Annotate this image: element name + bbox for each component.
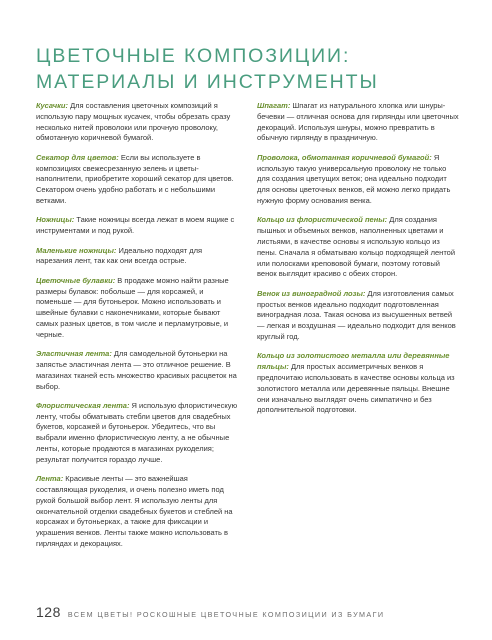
entry-floral-tape xyxy=(36,401,240,466)
entry-term: Цветочные булавки: xyxy=(36,275,116,285)
entry-nozhnitsy xyxy=(36,215,240,237)
entry-text: В продаже можно найти разные размеры булавок: побольше — для корсажей, и поменьше — для бутоньерок. Можно использовать и швейные булавки с наконечниками, которые бывают самых разных цветов, в том числе и перламутровые, и черные. xyxy=(36,275,229,339)
entry-foam-ring xyxy=(257,215,461,280)
entry-text: Для изготовления самых простых венков идеально подходит подготовленная виноградная лоза. Такая основа из высушенных ветвей — легкая и воздушная — идеально подходит для венков круглый год. xyxy=(257,288,456,341)
entry-elastic-ribbon xyxy=(36,349,240,392)
entry-twine xyxy=(257,101,461,144)
entry-text: Если вы используете в композициях свежесрезанную зелень и цветы-наполнители, приобретите хороший секатор для цветов. Секатором очень удобно работать и с небольшими ветками. xyxy=(36,152,234,205)
entry-term: Ножницы: xyxy=(36,215,75,225)
entry-text: Шпагат из натурального хлопка или шнуры-бечевки — отличная основа для гирлянды или цветочных декораций. Используя шнуры, можно превратить в обычную гирлянду в праздничную. xyxy=(257,101,459,143)
running-title: ВСЕМ ЦВЕТЫ! РОСКОШНЫЕ ЦВЕТОЧНЫЕ КОМПОЗИЦИИ ИЗ БУМАГИ xyxy=(67,610,385,619)
entry-term: Кольцо из золотистого металла или деревянные пяльцы: xyxy=(257,351,450,372)
entry-text: Для создания пышных и объемных венков, наполненных цветами и листьями, в качестве основы я использую кольцо из пены. Сначала я обматываю кольцо подходящей лентой или полосками крепововой бумаги, поэтому готовый венок выглядит красиво с обеих сторон. xyxy=(257,215,456,279)
entry-term: Венок из виноградной лозы: xyxy=(257,288,366,298)
page-number: 128 xyxy=(36,604,61,620)
entry-grapevine-wreath xyxy=(257,289,461,343)
entry-sekator xyxy=(36,153,240,207)
entry-term: Кольцо из флористической пены: xyxy=(257,215,388,225)
entry-text: Для простых ассиметричных венков я предпочитаю использовать в качестве основы кольца из золотистого металла или деревянные пяльцы. Внешне они изначально выглядят очень симпатично и без дополнительной подготовки. xyxy=(257,362,455,415)
entry-text: Идеально подходят для нарезания лент, так как они всегда острые. xyxy=(36,245,203,266)
entry-metal-ring xyxy=(257,351,461,416)
entry-term: Шпагат: xyxy=(257,101,291,110)
entry-small-scissors xyxy=(36,246,240,268)
entry-flower-pins xyxy=(36,276,240,341)
entry-paper-wire xyxy=(257,153,461,207)
entry-term: Флористическая лента: xyxy=(36,400,130,410)
left-column xyxy=(36,101,240,558)
entry-term: Секатор для цветов: xyxy=(36,152,119,162)
entry-text: Красивые ленты — это важнейшая составляющая рукоделия, и очень полезно иметь под рукой большой выбор лент. Я использую ленты для окончательной отделки свадебных букетов и стеблей на корсажах и бутоньерках, а также для фиксации и украшения венков. Ленты также можно использовать в гирляндах и декорациях. xyxy=(36,474,233,549)
entry-text: Для самодельной бутоньерки на запястье эластичная лента — это отличное решение. В магазинах тканей есть множество красивых расцветок на выбор. xyxy=(36,349,237,391)
entry-term: Лента: xyxy=(36,474,64,484)
entry-term: Маленькие ножницы: xyxy=(36,245,117,255)
page-footer xyxy=(36,604,476,622)
entry-text: Такие ножницы всегда лежат в моем ящике с инструментами и под рукой. xyxy=(36,215,235,236)
entry-text: Для составления цветочных композиций я использую пару мощных кусачек, чтобы обрезать сразу несколько нитей проволоки или прочную проволоку, обмотанную коричневой бумагой. xyxy=(36,101,231,143)
entry-term: Эластичная лента: xyxy=(36,349,112,359)
entry-term: Кусачки: xyxy=(36,101,68,110)
right-column xyxy=(257,101,461,425)
entry-kusachki xyxy=(36,101,240,144)
entry-term: Проволока, обмотанная коричневой бумагой: xyxy=(257,152,432,162)
entry-text: Я использую флористическую ленту, чтобы обматывать стебли цветов для свадебных букетов, корсажей и бутоньерок. Убедитесь, что вы выбрали именно флористическую ленту, а не обычные ленты, которые продаются в магазинах рукоделия; результат получится гораздо лучше. xyxy=(36,400,238,464)
entry-text: Я использую такую универсальную проволоку не только для создания цветущих веток; она идеально подходит для основы цветочных венков, ей можно легко придать нужную форму основания венка. xyxy=(257,152,451,205)
entry-ribbon xyxy=(36,474,240,550)
page-title: ЦВЕТОЧНЫЕ КОМПОЗИЦИИ: МАТЕРИАЛЫ И ИНСТРУМЕНТЫ xyxy=(36,45,379,94)
